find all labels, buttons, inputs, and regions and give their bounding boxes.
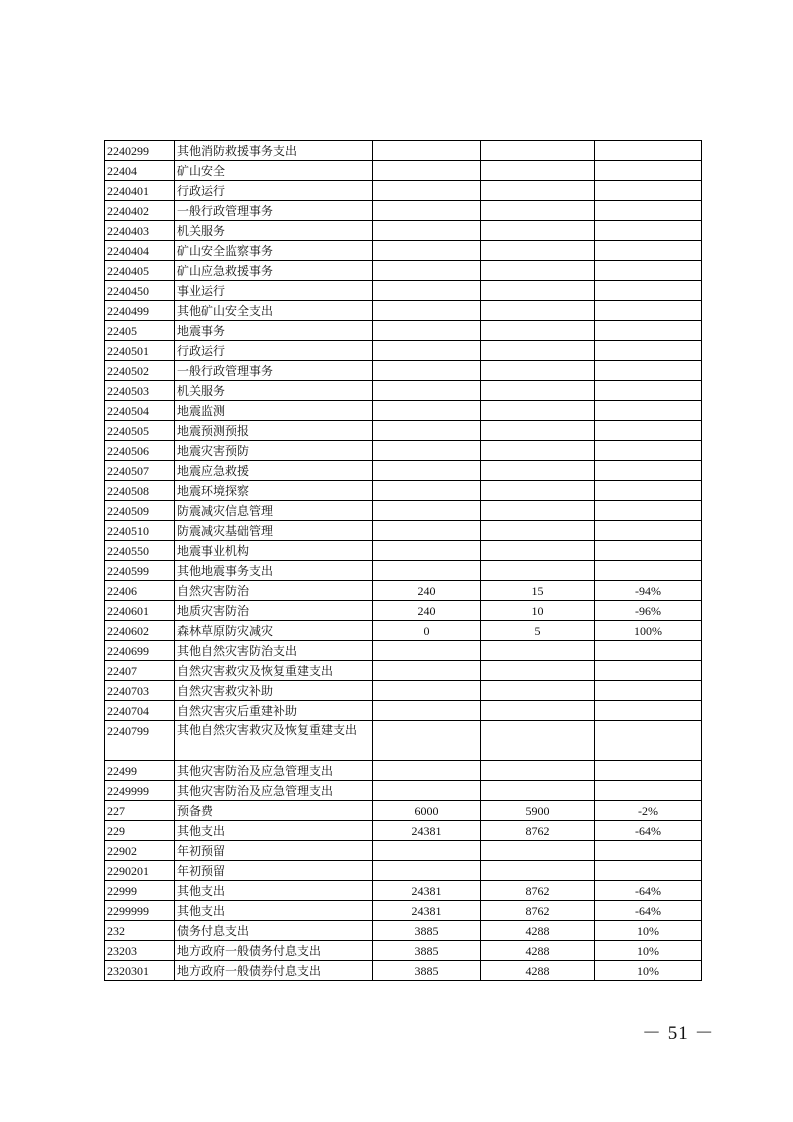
table-row — [105, 841, 702, 861]
table-row — [105, 641, 702, 661]
change-percent-cell — [595, 401, 702, 421]
table-row — [105, 221, 702, 241]
change-percent-cell — [595, 501, 702, 521]
subject-code-cell: 2240502 — [105, 361, 175, 381]
change-percent-cell — [595, 641, 702, 661]
table-row — [105, 701, 702, 721]
prior-year-value-cell — [373, 481, 481, 501]
prior-year-value-cell — [373, 861, 481, 881]
prior-year-value-cell — [373, 181, 481, 201]
table-row — [105, 501, 702, 521]
table-row — [105, 301, 702, 321]
subject-code-cell: 2240404 — [105, 241, 175, 261]
prior-year-value-cell — [373, 401, 481, 421]
prior-year-value-cell — [373, 161, 481, 181]
subject-code-cell: 2240450 — [105, 281, 175, 301]
table-row — [105, 881, 702, 901]
subject-code-cell: 22404 — [105, 161, 175, 181]
budget-value-cell — [481, 441, 595, 461]
table-row — [105, 321, 702, 341]
budget-value-cell — [481, 281, 595, 301]
page-number: － 51 － — [642, 1023, 715, 1044]
prior-year-value-cell — [373, 521, 481, 541]
subject-name-cell: 其他灾害防治及应急管理支出 — [175, 761, 373, 781]
prior-year-value-cell — [373, 561, 481, 581]
budget-value-cell: 8762 — [481, 901, 595, 921]
subject-name-cell: 其他支出 — [175, 881, 373, 901]
subject-code-cell: 22407 — [105, 661, 175, 681]
table-row — [105, 581, 702, 601]
change-percent-cell — [595, 841, 702, 861]
table-row — [105, 961, 702, 981]
budget-value-cell — [481, 341, 595, 361]
subject-name-cell: 其他灾害防治及应急管理支出 — [175, 781, 373, 801]
change-percent-cell — [595, 261, 702, 281]
budget-value-cell — [481, 541, 595, 561]
budget-table — [104, 140, 702, 981]
change-percent-cell — [595, 441, 702, 461]
table-row — [105, 481, 702, 501]
budget-value-cell — [481, 421, 595, 441]
change-percent-cell: 10% — [595, 921, 702, 941]
prior-year-value-cell — [373, 361, 481, 381]
subject-name-cell: 地震灾害预防 — [175, 441, 373, 461]
subject-code-cell: 2240699 — [105, 641, 175, 661]
budget-value-cell — [481, 761, 595, 781]
budget-value-cell — [481, 361, 595, 381]
change-percent-cell — [595, 141, 702, 161]
change-percent-cell — [595, 301, 702, 321]
budget-value-cell — [481, 861, 595, 881]
subject-code-cell: 2240508 — [105, 481, 175, 501]
prior-year-value-cell — [373, 701, 481, 721]
budget-value-cell — [481, 141, 595, 161]
change-percent-cell: -64% — [595, 881, 702, 901]
prior-year-value-cell — [373, 281, 481, 301]
prior-year-value-cell — [373, 721, 481, 761]
change-percent-cell — [595, 221, 702, 241]
budget-value-cell — [481, 201, 595, 221]
change-percent-cell — [595, 341, 702, 361]
table-row — [105, 621, 702, 641]
subject-name-cell: 矿山安全 — [175, 161, 373, 181]
prior-year-value-cell: 24381 — [373, 901, 481, 921]
change-percent-cell — [595, 321, 702, 341]
prior-year-value-cell: 24381 — [373, 881, 481, 901]
subject-name-cell: 事业运行 — [175, 281, 373, 301]
subject-name-cell: 机关服务 — [175, 381, 373, 401]
subject-code-cell: 2240503 — [105, 381, 175, 401]
budget-value-cell — [481, 261, 595, 281]
subject-code-cell: 2240799 — [105, 721, 175, 761]
subject-code-cell: 22499 — [105, 761, 175, 781]
subject-name-cell: 矿山应急救援事务 — [175, 261, 373, 281]
change-percent-cell — [595, 521, 702, 541]
subject-name-cell: 地震事务 — [175, 321, 373, 341]
prior-year-value-cell: 24381 — [373, 821, 481, 841]
subject-code-cell: 2240703 — [105, 681, 175, 701]
subject-name-cell: 矿山安全监察事务 — [175, 241, 373, 261]
prior-year-value-cell — [373, 661, 481, 681]
subject-name-cell: 森林草原防灾减灾 — [175, 621, 373, 641]
change-percent-cell — [595, 861, 702, 881]
change-percent-cell — [595, 481, 702, 501]
subject-name-cell: 自然灾害救灾补助 — [175, 681, 373, 701]
subject-code-cell: 23203 — [105, 941, 175, 961]
subject-code-cell: 22902 — [105, 841, 175, 861]
table-row — [105, 141, 702, 161]
budget-value-cell — [481, 701, 595, 721]
prior-year-value-cell — [373, 461, 481, 481]
change-percent-cell — [595, 181, 702, 201]
table-row — [105, 521, 702, 541]
table-row — [105, 821, 702, 841]
table-row — [105, 561, 702, 581]
prior-year-value-cell — [373, 761, 481, 781]
change-percent-cell: -64% — [595, 901, 702, 921]
subject-code-cell: 229 — [105, 821, 175, 841]
subject-name-cell: 地方政府一般债务付息支出 — [175, 941, 373, 961]
subject-name-cell: 行政运行 — [175, 341, 373, 361]
budget-value-cell — [481, 381, 595, 401]
subject-code-cell: 22999 — [105, 881, 175, 901]
subject-code-cell: 2240405 — [105, 261, 175, 281]
budget-value-cell — [481, 501, 595, 521]
change-percent-cell — [595, 201, 702, 221]
change-percent-cell — [595, 281, 702, 301]
subject-code-cell: 2240504 — [105, 401, 175, 421]
prior-year-value-cell — [373, 201, 481, 221]
budget-value-cell — [481, 161, 595, 181]
budget-value-cell — [481, 561, 595, 581]
subject-code-cell: 22405 — [105, 321, 175, 341]
table-row — [105, 261, 702, 281]
change-percent-cell — [595, 361, 702, 381]
table-row — [105, 161, 702, 181]
change-percent-cell — [595, 721, 702, 761]
prior-year-value-cell: 240 — [373, 581, 481, 601]
budget-value-cell: 8762 — [481, 821, 595, 841]
budget-value-cell — [481, 321, 595, 341]
subject-code-cell: 2240704 — [105, 701, 175, 721]
subject-code-cell: 2299999 — [105, 901, 175, 921]
subject-name-cell: 一般行政管理事务 — [175, 361, 373, 381]
subject-name-cell: 其他支出 — [175, 901, 373, 921]
budget-value-cell — [481, 461, 595, 481]
change-percent-cell — [595, 781, 702, 801]
budget-value-cell — [481, 221, 595, 241]
table-row — [105, 421, 702, 441]
change-percent-cell: 100% — [595, 621, 702, 641]
prior-year-value-cell — [373, 221, 481, 241]
subject-code-cell: 22406 — [105, 581, 175, 601]
change-percent-cell: -96% — [595, 601, 702, 621]
budget-value-cell — [481, 781, 595, 801]
prior-year-value-cell — [373, 141, 481, 161]
subject-code-cell: 2240509 — [105, 501, 175, 521]
prior-year-value-cell — [373, 301, 481, 321]
change-percent-cell: -64% — [595, 821, 702, 841]
change-percent-cell: 10% — [595, 941, 702, 961]
subject-code-cell: 2240602 — [105, 621, 175, 641]
prior-year-value-cell — [373, 641, 481, 661]
change-percent-cell — [595, 661, 702, 681]
table-row — [105, 921, 702, 941]
change-percent-cell — [595, 421, 702, 441]
budget-value-cell — [481, 661, 595, 681]
subject-name-cell: 防震减灾信息管理 — [175, 501, 373, 521]
table-row — [105, 361, 702, 381]
subject-name-cell: 防震减灾基础管理 — [175, 521, 373, 541]
subject-code-cell: 2240505 — [105, 421, 175, 441]
table-row — [105, 381, 702, 401]
change-percent-cell — [595, 381, 702, 401]
subject-name-cell: 地震监测 — [175, 401, 373, 421]
table-row — [105, 601, 702, 621]
table-row — [105, 721, 702, 761]
budget-value-cell — [481, 721, 595, 761]
table-row — [105, 461, 702, 481]
subject-code-cell: 2290201 — [105, 861, 175, 881]
subject-name-cell: 其他地震事务支出 — [175, 561, 373, 581]
budget-value-cell — [481, 181, 595, 201]
table-row — [105, 241, 702, 261]
table-row — [105, 541, 702, 561]
subject-code-cell: 227 — [105, 801, 175, 821]
table-row — [105, 441, 702, 461]
change-percent-cell — [595, 701, 702, 721]
prior-year-value-cell — [373, 241, 481, 261]
prior-year-value-cell — [373, 341, 481, 361]
budget-value-cell: 4288 — [481, 941, 595, 961]
table-row — [105, 181, 702, 201]
change-percent-cell — [595, 541, 702, 561]
prior-year-value-cell — [373, 501, 481, 521]
table-row — [105, 861, 702, 881]
table-row — [105, 401, 702, 421]
change-percent-cell — [595, 561, 702, 581]
subject-name-cell: 年初预留 — [175, 841, 373, 861]
change-percent-cell — [595, 161, 702, 181]
table-row — [105, 681, 702, 701]
prior-year-value-cell — [373, 321, 481, 341]
budget-value-cell — [481, 841, 595, 861]
subject-name-cell: 地震环境探察 — [175, 481, 373, 501]
subject-code-cell: 2240550 — [105, 541, 175, 561]
budget-value-cell: 4288 — [481, 961, 595, 981]
subject-name-cell: 一般行政管理事务 — [175, 201, 373, 221]
subject-code-cell: 2320301 — [105, 961, 175, 981]
prior-year-value-cell: 240 — [373, 601, 481, 621]
budget-value-cell — [481, 521, 595, 541]
subject-code-cell: 2240401 — [105, 181, 175, 201]
subject-name-cell: 地震应急救援 — [175, 461, 373, 481]
prior-year-value-cell: 3885 — [373, 961, 481, 981]
subject-name-cell: 自然灾害救灾及恢复重建支出 — [175, 661, 373, 681]
table-body — [105, 141, 702, 981]
prior-year-value-cell — [373, 261, 481, 281]
subject-code-cell: 2240506 — [105, 441, 175, 461]
table-row — [105, 901, 702, 921]
table-row — [105, 781, 702, 801]
subject-code-cell: 2240601 — [105, 601, 175, 621]
budget-value-cell — [481, 241, 595, 261]
subject-name-cell: 地震预测预报 — [175, 421, 373, 441]
subject-code-cell: 2240402 — [105, 201, 175, 221]
prior-year-value-cell: 6000 — [373, 801, 481, 821]
budget-value-cell — [481, 301, 595, 321]
change-percent-cell — [595, 461, 702, 481]
subject-name-cell: 行政运行 — [175, 181, 373, 201]
table-row — [105, 761, 702, 781]
change-percent-cell: -94% — [595, 581, 702, 601]
subject-name-cell: 地方政府一般债券付息支出 — [175, 961, 373, 981]
table-row — [105, 341, 702, 361]
subject-name-cell: 年初预留 — [175, 861, 373, 881]
subject-name-cell: 机关服务 — [175, 221, 373, 241]
table-row — [105, 281, 702, 301]
prior-year-value-cell: 0 — [373, 621, 481, 641]
subject-code-cell: 2240501 — [105, 341, 175, 361]
subject-code-cell: 2240599 — [105, 561, 175, 581]
prior-year-value-cell: 3885 — [373, 941, 481, 961]
subject-name-cell: 债务付息支出 — [175, 921, 373, 941]
budget-value-cell: 10 — [481, 601, 595, 621]
budget-value-cell: 4288 — [481, 921, 595, 941]
subject-name-cell: 自然灾害灾后重建补助 — [175, 701, 373, 721]
prior-year-value-cell — [373, 441, 481, 461]
subject-code-cell: 2240507 — [105, 461, 175, 481]
subject-name-cell: 其他支出 — [175, 821, 373, 841]
subject-name-cell: 其他消防救援事务支出 — [175, 141, 373, 161]
subject-code-cell: 2240403 — [105, 221, 175, 241]
prior-year-value-cell — [373, 841, 481, 861]
subject-code-cell: 2249999 — [105, 781, 175, 801]
change-percent-cell — [595, 681, 702, 701]
prior-year-value-cell: 3885 — [373, 921, 481, 941]
change-percent-cell — [595, 241, 702, 261]
subject-code-cell: 2240299 — [105, 141, 175, 161]
subject-name-cell: 自然灾害防治 — [175, 581, 373, 601]
table-row — [105, 201, 702, 221]
budget-value-cell — [481, 481, 595, 501]
subject-name-cell: 地震事业机构 — [175, 541, 373, 561]
change-percent-cell: -2% — [595, 801, 702, 821]
subject-code-cell: 232 — [105, 921, 175, 941]
budget-value-cell — [481, 681, 595, 701]
budget-value-cell: 15 — [481, 581, 595, 601]
budget-value-cell — [481, 401, 595, 421]
subject-code-cell: 2240510 — [105, 521, 175, 541]
change-percent-cell: 10% — [595, 961, 702, 981]
subject-name-cell: 地质灾害防治 — [175, 601, 373, 621]
subject-code-cell: 2240499 — [105, 301, 175, 321]
prior-year-value-cell — [373, 781, 481, 801]
prior-year-value-cell — [373, 541, 481, 561]
change-percent-cell — [595, 761, 702, 781]
subject-name-cell: 预备费 — [175, 801, 373, 821]
budget-value-cell: 5900 — [481, 801, 595, 821]
budget-value-cell — [481, 641, 595, 661]
table-row — [105, 941, 702, 961]
prior-year-value-cell — [373, 421, 481, 441]
table-row — [105, 801, 702, 821]
budget-value-cell: 8762 — [481, 881, 595, 901]
subject-name-cell: 其他自然灾害防治支出 — [175, 641, 373, 661]
budget-value-cell: 5 — [481, 621, 595, 641]
subject-name-cell: 其他自然灾害救灾及恢复重建支出 — [175, 721, 373, 761]
prior-year-value-cell — [373, 681, 481, 701]
subject-name-cell: 其他矿山安全支出 — [175, 301, 373, 321]
prior-year-value-cell — [373, 381, 481, 401]
table-row — [105, 661, 702, 681]
